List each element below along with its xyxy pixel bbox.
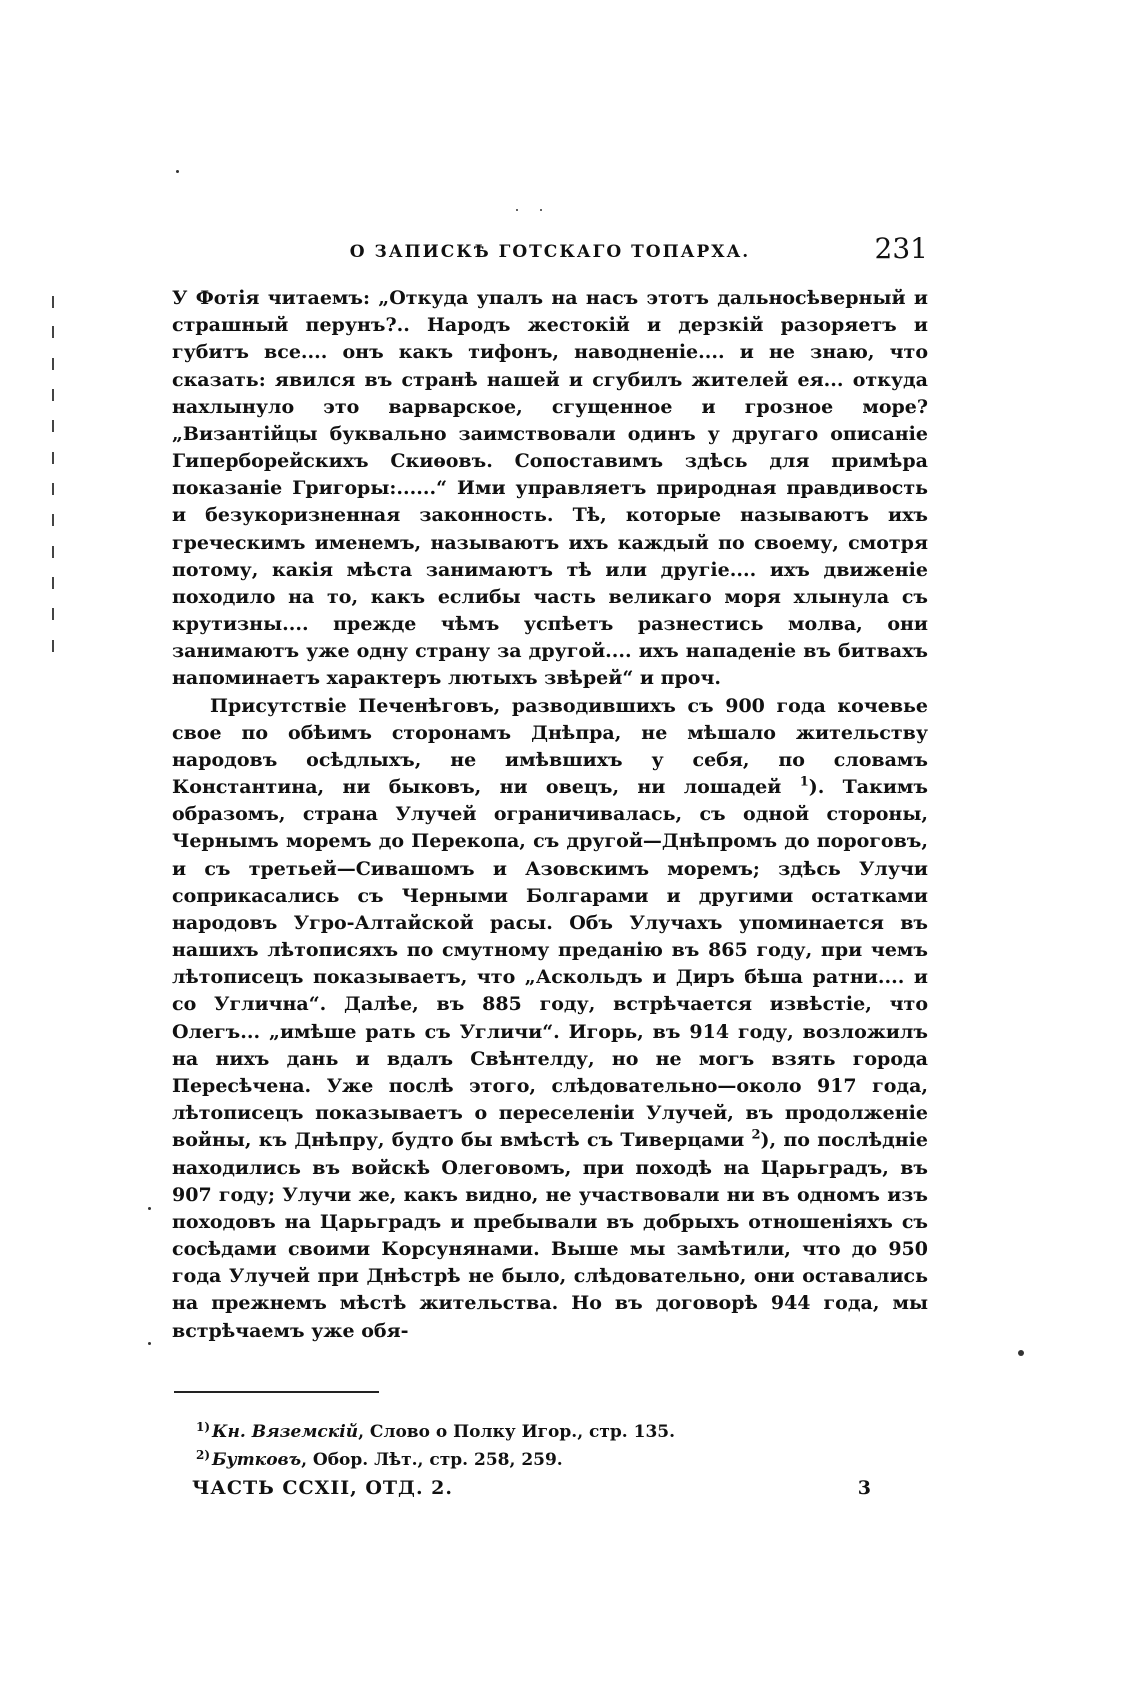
paragraph [172,285,928,693]
footnote-reference: 2 [751,1128,761,1143]
paragraph-text: Присутствіе Печенѣговъ, разводившихъ съ 900 года кочевье свое по обѣимъ сторонамъ Днѣпра, не мѣшало жительству народовъ осѣдлыхъ, не имѣвшихъ у себя, по словамъ Константина, ни быковъ, ни овецъ, ни лошадей [172,694,928,799]
running-title: О ЗАПИСКѢ ГОТСКАГО ТОПАРХА. [349,242,751,262]
footnote-text: , Обор. Лѣт., стр. 258, 259. [301,1450,563,1470]
footnote-mark: 2) [196,1448,211,1462]
margin-tick [52,640,54,652]
footnote [196,1418,912,1446]
paragraph-text: ). Такимъ образомъ, страна Улучей ограничивалась, съ одной стороны, Чернымъ моремъ до Перекопа, съ другой—Днѣпромъ до пороговъ, и съ третьей—Сивашомъ и Азовскимъ моремъ; здѣсь Улучи соприкасались съ Черными Болгарами и другими остатками народовъ Угро-Алтайской расы. Объ Улучахъ упоминается въ нашихъ лѣтописяхъ по смутному преданію въ 865 году, при чемъ лѣтописецъ показываетъ, что „Аскольдъ и Диръ бѣша ратни.... и со Углична“. Далѣе, въ 885 году, встрѣчается извѣстіе, что Олегъ... „имѣше рать съ Угличи“. Игорь, въ 914 году, возложилъ на нихъ дань и вдалъ Свѣнтелду, но не могъ взять города Пересѣчена. Уже послѣ этого, слѣдовательно—около 917 года, лѣтописецъ показываетъ о переселеніи Улучей, въ продолженіе войны, къ Днѣпру, будто бы вмѣстѣ съ Тиверцами [172,776,928,1152]
margin-tick [52,608,54,620]
running-head [172,232,928,272]
scan-speck [176,170,179,173]
signature-line [192,1477,872,1507]
footnote-author: Бутковъ [212,1450,302,1470]
margin-tick [52,577,54,589]
margin-scan-marks [52,296,60,676]
signature-number: 3 [857,1477,872,1499]
footnote-mark: 1) [196,1420,211,1434]
margin-tick [52,452,54,464]
footnote-text: , Слово о Полку Игор., стр. 135. [358,1422,676,1442]
paragraph-text: ), по послѣдніе находились въ войскѣ Олеговомъ, при походѣ на Царьградъ, въ 907 году; Улучи же, какъ видно, не участвовали ни въ одномъ изъ походовъ на Царьградъ и пребывали въ добрыхъ отношеніяхъ съ сосѣдами своими Корсунянами. Выше мы замѣтили, что до 950 года Улучей при Днѣстрѣ не было, слѣдовательно, они оставались на прежнемъ мѣстѣ жительства. Но въ договорѣ 944 года, мы встрѣчаемъ уже обя- [172,1129,929,1342]
footnotes [196,1418,912,1474]
footnote [196,1446,912,1474]
margin-tick [52,514,54,526]
footnote-author: Кн. Вяземскій [212,1422,359,1442]
scan-speck [1018,1350,1024,1356]
paragraph-text: У Фотія читаемъ: „Откуда упалъ на насъ этотъ дальносѣверный и страшный перунъ?.. Народъ жестокій и дерзкій разоряетъ и губитъ все.... онъ какъ тифонъ, наводненіе.... и не знаю, что сказать: явился въ странѣ нашей и сгубилъ жителей ея... откуда нахлынуло это варварское, сгущенное и грозное море? „Византійцы буквально заимствовали одинъ у другаго описаніе Гиперборейскихъ Скиѳовъ. Сопоставимъ здѣсь для примѣра показаніе Григоры:......“ Ими управляетъ природная правдивость и безукоризненная законность. Тѣ, которые называютъ ихъ греческимъ именемъ, называютъ ихъ каждый по своему, смотря потому, какія мѣста занимаютъ тѣ или другіе.... ихъ движеніе походило на то, какъ еслибы часть великаго моря хлынула съ крутизны.... прежде чѣмъ успѣетъ разнестись молва, они занимаютъ уже одну страну за другой.... ихъ нападеніе въ битвахъ напоминаетъ характеръ лютыхъ звѣрей“ и проч. [172,287,928,690]
footnote-reference: 1 [799,774,809,790]
signature-mark: ЧАСТЬ CCXII, ОТД. 2. [192,1477,454,1499]
margin-tick [52,296,54,308]
scan-speck [148,1207,151,1210]
scan-speck [540,209,542,211]
footnote-divider [174,1391,379,1393]
scan-speck [148,1342,151,1345]
margin-tick [52,358,54,370]
margin-tick [52,546,54,558]
margin-tick [52,326,54,338]
margin-tick [52,389,54,401]
scan-speck [516,209,518,211]
margin-tick [52,420,54,432]
body-text [172,285,928,1345]
paragraph [172,693,928,1345]
page-number: 231 [874,232,928,265]
margin-tick [52,483,54,495]
